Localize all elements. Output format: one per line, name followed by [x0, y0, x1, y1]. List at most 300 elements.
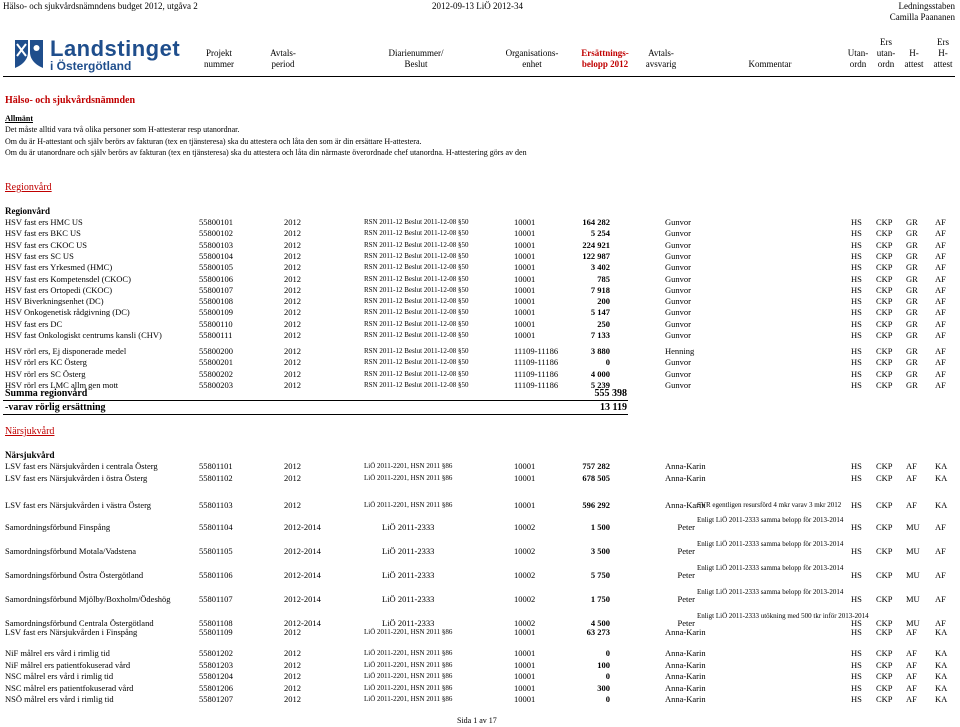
row-avtalsansvarig: Peter — [677, 618, 695, 628]
row-name: HSV fast ers Kompetensdel (CKOC) — [5, 273, 131, 284]
row-h-attest: AF — [906, 473, 917, 483]
row-projekt: 55801202 — [199, 648, 233, 658]
regionvard-red-heading: Regionvård — [5, 182, 52, 193]
row-utanordnare: HS — [851, 239, 862, 250]
row-ers-utanordnare: CKP — [876, 570, 893, 580]
row-diarienummer: LiÖ 2011-2201, HSN 2011 §86 — [364, 462, 453, 470]
row-projekt: 55801207 — [199, 694, 233, 705]
row-avtalsansvarig: Anna-Karin — [665, 500, 706, 510]
row-period: 2012-2014 — [284, 570, 321, 580]
row-belopp: 63 273 — [586, 627, 610, 637]
row-diarienummer: RSN 2011-12 Beslut 2011-12-08 §50 — [364, 274, 469, 283]
row-projekt: 55801107 — [199, 594, 233, 604]
row-diarienummer: RSN 2011-12 Beslut 2011-12-08 §50 — [364, 229, 469, 238]
row-projekt: 55800101 — [199, 217, 233, 227]
row-name: HSV fast ers Yrkesmed (HMC) — [5, 262, 113, 273]
row-belopp: 3 500 — [590, 546, 610, 556]
row-projekt: 55801102 — [199, 473, 233, 483]
row-h-attest: GR — [906, 250, 918, 261]
row-organisationsenhet: 10001 — [514, 648, 536, 658]
row-period: 2012-2014 — [284, 546, 321, 556]
row-ers-h-attest: AF — [935, 522, 946, 532]
row-ers-h-attest: KA — [935, 682, 948, 693]
row-belopp: 5 254 — [590, 228, 610, 239]
row-name: Samordningsförbund Motala/Vadstena — [5, 546, 137, 556]
row-ers-h-attest: AF — [935, 250, 946, 261]
row-h-attest: GR — [906, 217, 918, 227]
row-utanordnare: HS — [851, 307, 862, 318]
row-name: LSV fast ers Närsjukvården i västra Österg — [5, 500, 152, 510]
row-h-attest: AF — [906, 648, 917, 658]
row-ers-utanordnare: CKP — [876, 228, 893, 239]
row-diarienummer: LiÖ 2011-2201, HSN 2011 §86 — [364, 660, 453, 669]
row-h-attest: GR — [906, 346, 918, 356]
row-period: 2012 — [284, 228, 301, 239]
row-projekt: 55800110 — [199, 318, 233, 329]
row-name: Samordningsförbund Centrala Östergötland — [5, 618, 154, 628]
row-name: Samordningsförbund Mjölby/Boxholm/Ödeshög — [5, 594, 171, 604]
table-row — [0, 461, 960, 472]
row-utanordnare: HS — [851, 250, 862, 261]
row-name: HSV rörl ers KC Österg — [5, 357, 87, 368]
row-period: 2012 — [284, 250, 301, 261]
row-ers-utanordnare: CKP — [876, 239, 893, 250]
col-avtalsavsvarig: Avtals- avsvarig — [645, 48, 677, 69]
row-organisationsenhet: 10001 — [514, 296, 536, 307]
row-ers-utanordnare: CKP — [876, 694, 893, 705]
row-avtalsansvarig: Peter — [677, 546, 695, 556]
table-row — [0, 330, 960, 341]
row-belopp: 1 500 — [590, 522, 610, 532]
row-belopp: 4 500 — [590, 618, 610, 628]
row-belopp: 3 880 — [590, 346, 610, 356]
row-projekt: 55801109 — [199, 627, 233, 637]
row-period: 2012 — [284, 671, 301, 682]
row-name: NSC målrel ers patientfokuserad vård — [5, 682, 134, 693]
varav-label: -varav rörlig ersättning — [5, 402, 106, 413]
row-h-attest: AF — [906, 671, 917, 682]
row-name: LSV fast ers Närsjukvården i östra Österg — [5, 473, 148, 483]
varav-divider — [3, 414, 628, 415]
row-avtalsansvarig: Anna-Karin — [665, 659, 706, 670]
row-organisationsenhet: 10001 — [514, 473, 536, 483]
row-ers-h-attest: KA — [935, 461, 948, 471]
row-h-attest: AF — [906, 500, 917, 510]
row-ers-h-attest: AF — [935, 570, 946, 580]
table-row — [0, 683, 960, 694]
row-ers-h-attest: AF — [935, 318, 946, 329]
row-utanordnare: HS — [851, 379, 862, 390]
row-avtalsansvarig: Gunvor — [665, 273, 691, 284]
row-avtalsansvarig: Gunvor — [665, 368, 691, 379]
row-period: 2012 — [284, 694, 301, 705]
row-h-attest: GR — [906, 239, 918, 250]
row-avtalsansvarig: Gunvor — [665, 379, 691, 390]
row-diarienummer: RSN 2011-12 Beslut 2011-12-08 §50 — [364, 251, 469, 260]
row-belopp: 0 — [605, 357, 610, 368]
table-row — [0, 564, 960, 581]
crest-icon — [12, 38, 52, 72]
row-diarienummer: LiÖ 2011-2333 — [382, 522, 435, 532]
row-utanordnare: HS — [851, 522, 862, 532]
table-row — [0, 627, 960, 638]
table-row — [0, 346, 960, 357]
row-diarienummer: LiÖ 2011-2201, HSN 2011 §86 — [364, 683, 453, 692]
row-projekt: 55800202 — [199, 368, 233, 379]
allmant-line: Om du är utanordnare och själv berörs av fakturan (tex en tjänsteresa) ska du attestera och låta din närmaste överordnade chef utanordna. H-attestering görs av den — [5, 148, 527, 157]
row-diarienummer: RSN 2011-12 Beslut 2011-12-08 §50 — [364, 297, 469, 306]
row-projekt: 55800103 — [199, 239, 233, 250]
col-ersattningsbelopp: Ersättnings- belopp 2012 — [581, 48, 629, 69]
row-ers-h-attest: AF — [935, 357, 946, 368]
row-name: LSV fast ers Närsjukvården i Finspång — [5, 627, 138, 637]
row-ers-utanordnare: CKP — [876, 368, 893, 379]
row-utanordnare: HS — [851, 648, 862, 658]
row-projekt: 55800105 — [199, 262, 233, 273]
col-h-attest: H- attest — [904, 48, 924, 69]
col-avtalsperiod: Avtals- period — [270, 48, 296, 69]
col-diarienummer: Diarienummer/ Beslut — [388, 48, 444, 69]
row-ers-h-attest: AF — [935, 296, 946, 307]
row-period: 2012-2014 — [284, 594, 321, 604]
row-diarienummer: RSN 2011-12 Beslut 2011-12-08 §50 — [364, 319, 469, 328]
row-organisationsenhet: 10002 — [514, 618, 536, 628]
row-period: 2012 — [284, 262, 301, 273]
row-ers-utanordnare: CKP — [876, 648, 893, 658]
row-belopp: 250 — [597, 318, 610, 329]
row-utanordnare: HS — [851, 273, 862, 284]
allmant-line: Om du är H-attestant och själv berörs av fakturan (tex en tjänsteresa) ska du attestera och låta den som är din ersättare H-attestera. — [5, 137, 422, 146]
table-row — [0, 240, 960, 251]
row-period: 2012 — [284, 682, 301, 693]
row-belopp: 7 133 — [590, 330, 610, 340]
summa-label: Summa regionvård — [5, 388, 88, 399]
row-ers-h-attest: AF — [935, 284, 946, 295]
page-number: Sida 1 av 17 — [457, 716, 497, 725]
row-projekt: 55800107 — [199, 284, 233, 295]
row-projekt: 55800200 — [199, 346, 233, 356]
col-ers-h-attest: Ers H- attest — [933, 37, 953, 69]
row-ers-h-attest: AF — [935, 594, 946, 604]
row-avtalsansvarig: Gunvor — [665, 357, 691, 368]
row-period: 2012 — [284, 461, 301, 471]
row-diarienummer: RSN 2011-12 Beslut 2011-12-08 §50 — [364, 380, 469, 389]
row-belopp: 5 750 — [590, 570, 610, 580]
row-period: 2012 — [284, 357, 301, 368]
row-period: 2012 — [284, 318, 301, 329]
row-utanordnare: HS — [851, 296, 862, 307]
table-row — [0, 285, 960, 296]
row-period: 2012 — [284, 217, 301, 227]
table-row — [0, 319, 960, 330]
row-ers-utanordnare: CKP — [876, 500, 893, 510]
row-utanordnare: HS — [851, 671, 862, 682]
row-period: 2012 — [284, 330, 301, 340]
row-ers-h-attest: AF — [935, 379, 946, 390]
row-name: HSV fast ers BKC US — [5, 228, 81, 239]
row-belopp: 0 — [605, 671, 610, 682]
row-utanordnare: HS — [851, 594, 862, 604]
table-row — [0, 369, 960, 380]
row-period: 2012 — [284, 368, 301, 379]
table-row — [0, 228, 960, 239]
row-ers-h-attest: KA — [935, 500, 948, 510]
row-organisationsenhet: 11109-11186 — [514, 368, 559, 379]
summa-value: 555 398 — [594, 388, 627, 399]
row-diarienummer: RSN 2011-12 Beslut 2011-12-08 §50 — [364, 358, 469, 367]
row-h-attest: GR — [906, 296, 918, 307]
row-organisationsenhet: 10001 — [514, 228, 536, 239]
row-kommentar: Enligt LiÖ 2011-2333 samma belopp för 2013-2014 — [697, 516, 844, 524]
row-ers-utanordnare: CKP — [876, 318, 893, 329]
row-projekt: 55801106 — [199, 570, 233, 580]
row-belopp: 785 — [597, 273, 610, 284]
row-h-attest: AF — [906, 682, 917, 693]
row-avtalsansvarig: Anna-Karin — [665, 671, 706, 682]
row-diarienummer: RSN 2011-12 Beslut 2011-12-08 §50 — [364, 308, 469, 317]
doc-author: Camilla Paananen — [889, 12, 955, 22]
table-row — [0, 660, 960, 671]
row-period: 2012 — [284, 648, 301, 658]
row-belopp: 164 282 — [582, 217, 610, 227]
row-ers-h-attest: AF — [935, 546, 946, 556]
row-avtalsansvarig: Anna-Karin — [665, 648, 706, 658]
row-ers-h-attest: KA — [935, 659, 948, 670]
row-ers-h-attest: AF — [935, 228, 946, 239]
row-ers-h-attest: AF — [935, 273, 946, 284]
row-belopp: 0 — [605, 648, 610, 658]
row-h-attest: GR — [906, 368, 918, 379]
table-row — [0, 671, 960, 682]
row-name: HSV Onkogenetisk rådgivning (DC) — [5, 307, 130, 318]
table-row — [0, 516, 960, 533]
section-title: Hälso- och sjukvårdsnämnden — [5, 95, 136, 106]
row-ers-utanordnare: CKP — [876, 682, 893, 693]
row-ers-utanordnare: CKP — [876, 217, 893, 227]
table-row — [0, 274, 960, 285]
row-period: 2012 — [284, 273, 301, 284]
narsjukvard-heading: Närsjukvård — [5, 450, 55, 460]
row-ers-utanordnare: CKP — [876, 284, 893, 295]
row-ers-utanordnare: CKP — [876, 330, 893, 340]
row-period: 2012 — [284, 307, 301, 318]
row-h-attest: AF — [906, 694, 917, 705]
row-belopp: 596 292 — [582, 500, 610, 510]
row-ers-h-attest: KA — [935, 473, 948, 483]
row-name: HSV fast Onkologiskt centrums kansli (CHV) — [5, 330, 162, 340]
row-h-attest: GR — [906, 228, 918, 239]
row-organisationsenhet: 10001 — [514, 318, 536, 329]
row-h-attest: GR — [906, 379, 918, 390]
row-utanordnare: HS — [851, 346, 862, 356]
row-avtalsansvarig: Anna-Karin — [665, 473, 706, 483]
row-organisationsenhet: 10001 — [514, 262, 536, 273]
row-projekt: 55801105 — [199, 546, 233, 556]
row-organisationsenhet: 10001 — [514, 284, 536, 295]
row-belopp: 5 239 — [590, 379, 610, 390]
row-diarienummer: RSN 2011-12 Beslut 2011-12-08 §50 — [364, 263, 469, 272]
row-belopp: 3 402 — [590, 262, 610, 273]
row-projekt: 55800108 — [199, 296, 233, 307]
row-name: HSV fast ers SC US — [5, 250, 74, 261]
row-organisationsenhet: 10001 — [514, 694, 536, 705]
row-h-attest: GR — [906, 318, 918, 329]
row-h-attest: AF — [906, 659, 917, 670]
row-name: NSC målrel ers vård i rimlig tid — [5, 671, 114, 682]
row-ers-utanordnare: CKP — [876, 461, 893, 471]
row-diarienummer: LiÖ 2011-2201, HSN 2011 §86 — [364, 672, 453, 681]
table-row — [0, 500, 960, 511]
row-organisationsenhet: 10002 — [514, 546, 536, 556]
row-ers-utanordnare: CKP — [876, 671, 893, 682]
row-ers-h-attest: KA — [935, 694, 948, 705]
row-name: HSV fast ers DC — [5, 318, 63, 329]
row-diarienummer: LiÖ 2011-2333 — [382, 594, 435, 604]
row-ers-h-attest: AF — [935, 368, 946, 379]
table-row — [0, 380, 960, 391]
row-utanordnare: HS — [851, 570, 862, 580]
row-projekt: 55800109 — [199, 307, 233, 318]
allmant-heading: Allmänt — [5, 114, 33, 123]
row-ers-h-attest: AF — [935, 330, 946, 340]
row-ers-utanordnare: CKP — [876, 659, 893, 670]
row-projekt: 55800102 — [199, 228, 233, 239]
row-name: HSV Biverkningsenhet (DC) — [5, 296, 104, 307]
row-projekt: 55800106 — [199, 273, 233, 284]
row-h-attest: GR — [906, 330, 918, 340]
row-projekt: 55801203 — [199, 659, 233, 670]
row-diarienummer: RSN 2011-12 Beslut 2011-12-08 §50 — [364, 331, 469, 339]
row-name: LSV fast ers Närsjukvården i centrala Österg — [5, 461, 158, 471]
table-row — [0, 262, 960, 273]
row-h-attest: GR — [906, 307, 918, 318]
regionvard-heading: Regionvård — [5, 206, 50, 216]
row-organisationsenhet: 10002 — [514, 594, 536, 604]
row-ers-h-attest: KA — [935, 627, 948, 637]
row-utanordnare: HS — [851, 694, 862, 705]
row-period: 2012 — [284, 379, 301, 390]
row-organisationsenhet: 10001 — [514, 239, 536, 250]
row-h-attest: AF — [906, 461, 917, 471]
row-avtalsansvarig: Peter — [677, 594, 695, 604]
row-ers-utanordnare: CKP — [876, 627, 893, 637]
row-utanordnare: HS — [851, 682, 862, 693]
row-h-attest: MU — [906, 546, 920, 556]
row-ers-utanordnare: CKP — [876, 357, 893, 368]
row-avtalsansvarig: Gunvor — [665, 296, 691, 307]
row-utanordnare: HS — [851, 262, 862, 273]
row-period: 2012 — [284, 284, 301, 295]
row-ers-utanordnare: CKP — [876, 522, 893, 532]
row-projekt: 55800111 — [199, 330, 233, 340]
row-belopp: 300 — [597, 682, 610, 693]
row-projekt: 55801206 — [199, 682, 233, 693]
row-avtalsansvarig: Gunvor — [665, 250, 691, 261]
row-ers-h-attest: AF — [935, 217, 946, 227]
row-name: HSV fast ers CKOC US — [5, 239, 88, 250]
row-avtalsansvarig: Gunvor — [665, 262, 691, 273]
row-h-attest: MU — [906, 522, 920, 532]
row-utanordnare: HS — [851, 473, 862, 483]
table-row — [0, 648, 960, 659]
col-kommentar: Kommentar — [748, 59, 792, 69]
table-row — [0, 217, 960, 228]
table-row — [0, 694, 960, 705]
table-row — [0, 296, 960, 307]
row-utanordnare: HS — [851, 357, 862, 368]
row-avtalsansvarig: Gunvor — [665, 228, 691, 239]
row-ers-h-attest: KA — [935, 671, 948, 682]
row-belopp: 122 987 — [582, 250, 610, 261]
row-h-attest: MU — [906, 618, 920, 628]
allmant-line: Det måste alltid vara två olika personer som H-attesterar resp utanordnar. — [5, 125, 240, 134]
row-ers-utanordnare: CKP — [876, 546, 893, 556]
row-period: 2012 — [284, 346, 301, 356]
row-diarienummer: RSN 2011-12 Beslut 2011-12-08 §50 — [364, 285, 469, 294]
table-row — [0, 357, 960, 368]
row-projekt: 55801204 — [199, 671, 233, 682]
doc-title: Hälso- och sjukvårdsnämndens budget 2012, utgåva 2 — [3, 1, 198, 11]
row-avtalsansvarig: Anna-Karin — [665, 461, 706, 471]
row-period: 2012-2014 — [284, 618, 321, 628]
row-projekt: 55800201 — [199, 357, 233, 368]
row-diarienummer: RSN 2011-12 Beslut 2011-12-08 §50 — [364, 218, 469, 226]
row-avtalsansvarig: Gunvor — [665, 318, 691, 329]
row-organisationsenhet: 10001 — [514, 461, 536, 471]
row-organisationsenhet: 10001 — [514, 500, 536, 510]
row-utanordnare: HS — [851, 318, 862, 329]
table-row — [0, 540, 960, 557]
row-name: NiF målrel ers patientfokuserad vård — [5, 659, 131, 670]
row-diarienummer: LiÖ 2011-2201, HSN 2011 §86 — [364, 474, 453, 482]
row-avtalsansvarig: Peter — [677, 570, 695, 580]
row-ers-h-attest: AF — [935, 262, 946, 273]
row-utanordnare: HS — [851, 659, 862, 670]
col-projekt: Projekt nummer — [204, 48, 234, 69]
row-utanordnare: HS — [851, 546, 862, 556]
row-projekt: 55801101 — [199, 461, 233, 471]
row-organisationsenhet: 10001 — [514, 659, 536, 670]
row-diarienummer: LiÖ 2011-2333 — [382, 546, 435, 556]
row-period: 2012 — [284, 473, 301, 483]
row-kommentar: Enligt LiÖ 2011-2333 samma belopp för 2013-2014 — [697, 564, 844, 572]
row-utanordnare: HS — [851, 330, 862, 340]
table-row — [0, 307, 960, 318]
table-row — [0, 251, 960, 262]
row-belopp: 100 — [597, 659, 610, 670]
row-period: 2012 — [284, 500, 301, 510]
row-organisationsenhet: 11109-11186 — [514, 379, 559, 390]
row-diarienummer: LiÖ 2011-2333 — [382, 570, 435, 580]
col-ers-utanordn: Ers utan- ordn — [876, 37, 896, 69]
row-belopp: 4 000 — [590, 368, 610, 379]
row-ers-utanordnare: CKP — [876, 262, 893, 273]
row-projekt: 55801104 — [199, 522, 233, 532]
row-belopp: 757 282 — [582, 461, 610, 471]
logo-text: Landstinget — [50, 36, 181, 61]
row-ers-h-attest: AF — [935, 346, 946, 356]
row-ers-h-attest: AF — [935, 239, 946, 250]
row-ers-utanordnare: CKP — [876, 379, 893, 390]
row-utanordnare: HS — [851, 368, 862, 379]
row-belopp: 0 — [605, 694, 610, 705]
row-projekt: 55801103 — [199, 500, 233, 510]
row-diarienummer: LiÖ 2011-2201, HSN 2011 §86 — [364, 649, 453, 657]
col-utanordn: Utan- ordn — [847, 48, 869, 69]
row-avtalsansvarig: Anna-Karin — [665, 627, 706, 637]
row-diarienummer: LiÖ 2011-2333 — [382, 618, 435, 628]
row-projekt: 55801108 — [199, 618, 233, 628]
